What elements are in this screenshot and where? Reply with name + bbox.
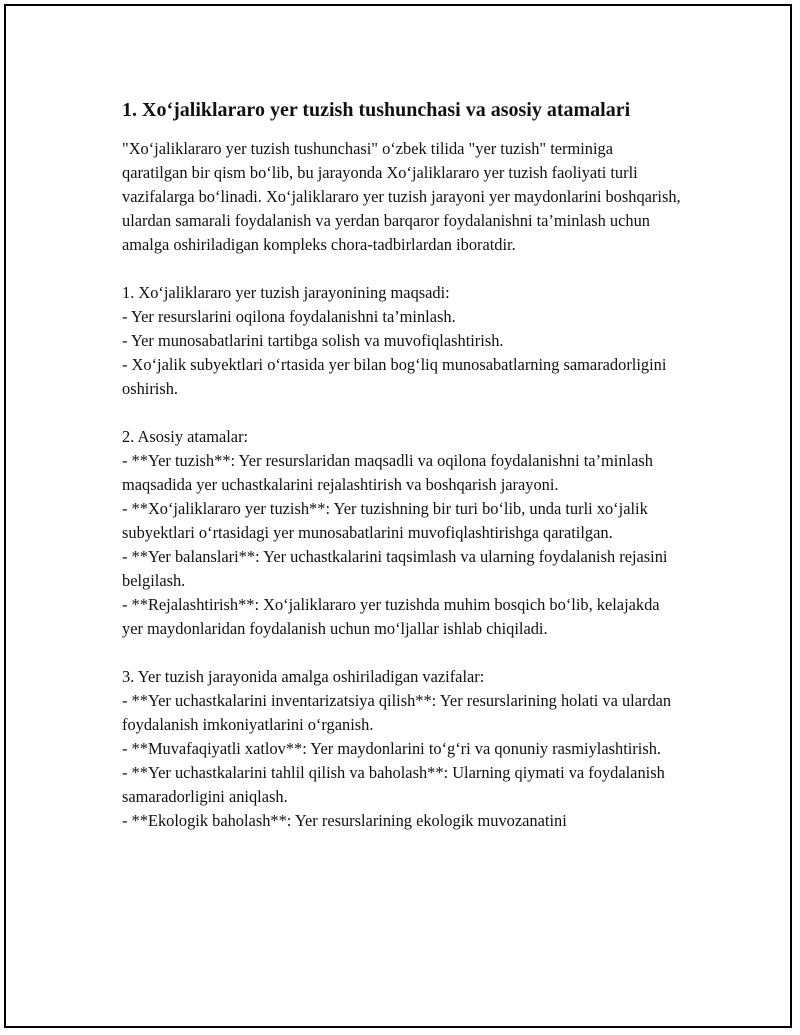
document-page: [4, 4, 792, 1028]
document-title: 1. Xo‘jaliklararo yer tuzish tushunchasi va asosiy atamalari: [122, 99, 631, 121]
document-content: [122, 96, 682, 833]
document-body: "Xo‘jaliklararo yer tuzish tushunchasi" o‘zbek tilida "yer tuzish" terminiga qaratilgan bir qism bo‘lib, bu jarayonda Xo‘jaliklararo yer tuzish faoliyati turli vazifalarga bo‘linadi. Xo‘jaliklararo yer tuzish jarayoni yer maydonlarini boshqarish, ulardan samarali foydalanish va yerdan barqaror foydalanishni ta’minlash uchun amalga oshiriladigan kompleks chora-tadbirlardan iboratdir. 1. Xo‘jaliklararo yer tuzish jarayonining maqsadi: - Yer resurslarini oqilona foydalanishni ta’minlash. - Yer munosabatlarini tartibga solish va muvofiqlashtirish. - Xo‘jalik subyektlari o‘rtasida yer bilan bog‘liq munosabatlarning samaradorligini oshirish. 2. Asosiy atamalar: - **Yer tuzish**: Yer resurslaridan maqsadli va oqilona foydalanishni ta’minlash maqsadida yer uchastkalarini rejalashtirish va boshqarish jarayoni. - **Xo‘jaliklararo yer tuzish**: Yer tuzishning bir turi bo‘lib, unda turli xo‘jalik subyektlari o‘rtasidagi yer munosabatlarini muvofiqlashtirishga qaratilgan. - **Yer balanslari**: Yer uchastkalarini taqsimlash va ularning foydalanish rejasini belgilash. - **Rejalashtirish**: Xo‘jaliklararo yer tuzishda muhim bosqich bo‘lib, kelajakda yer maydonlaridan foydalanish uchun mo‘ljallar ishlab chiqiladi. 3. Yer tuzish jarayonida amalga oshiriladigan vazifalar: - **Yer uchastkalarini inventarizatsiya qilish**: Yer resurslarining holati va ulardan foydalanish imkoniyatlarini o‘rganish. - **Muvafaqiyatli xatlov**: Yer maydonlarini to‘g‘ri va qonuniy rasmiylashtirish. - **Yer uchastkalarini tahlil qilish va baholash**: Ularning qiymati va foydalanish samaradorligini aniqlash. - **Ekologik baholash**: Yer resurslarining ekologik muvozanatini: [122, 139, 681, 830]
